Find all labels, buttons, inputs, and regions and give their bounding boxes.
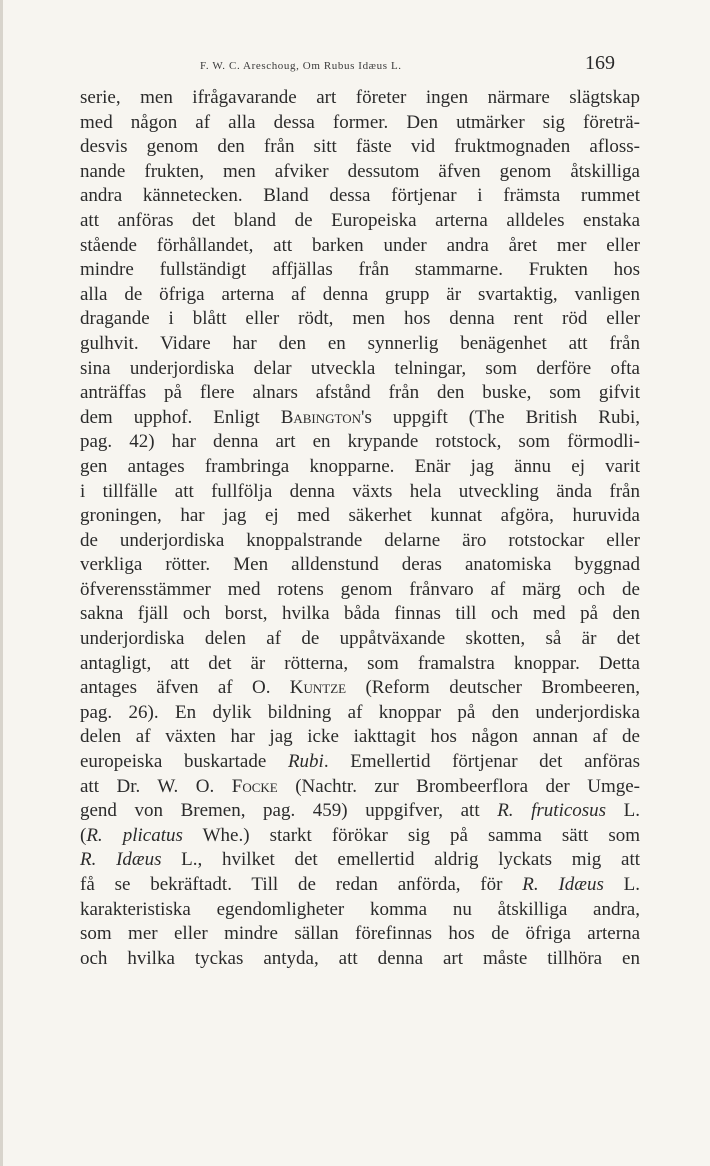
text-line: antages äfven af O. Kuntze (Reform deutscher Brombeeren, xyxy=(80,677,640,699)
text-line: europeiska buskartade Rubi. Emellertid förtjenar det anföras xyxy=(80,751,640,773)
taxon-name: R. Idæus xyxy=(522,874,604,895)
text-line: underjordiska delen af de uppåtväxande skotten, så är det xyxy=(80,628,640,650)
taxon-name: Rubi xyxy=(287,751,324,773)
text-line: groningen, har jag ej med säkerhet kunnat afgöra, huruvida xyxy=(80,505,640,527)
page-edge xyxy=(0,0,3,1166)
text-line: R. Idæus L., hvilket det emellertid aldrig lyckats mig att xyxy=(80,849,640,871)
text-line: antagligt, att det är rötterna, som framalstra knoppar. Detta xyxy=(80,652,640,674)
text-line: de underjordiska knoppalstrande delarne äro rotstockar eller xyxy=(80,529,640,551)
text-line: att Dr. W. O. Focke (Nachtr. zur Brombeerflora der Umge- xyxy=(80,775,641,797)
body-text xyxy=(80,86,640,971)
taxon-name: R. plicatus xyxy=(86,824,183,846)
author-name: Babington xyxy=(280,406,362,428)
text-line: och hvilka tyckas antyda, att denna art måste tillhöra en xyxy=(80,947,640,969)
text-line: karakteristiska egendomligheter komma nu åtskilliga andra, xyxy=(80,898,640,920)
author-name: Kuntze xyxy=(289,677,347,699)
text-line: sina underjordiska delar utveckla telningar, som derföre ofta xyxy=(80,357,640,379)
text-line: desvis genom den från sitt fäste vid fruktmognaden afloss- xyxy=(80,136,640,158)
taxon-name: R. fruticosus xyxy=(497,800,607,822)
running-header: F. W. C. Areschoug, Om Rubus Idæus L. xyxy=(200,60,402,72)
text-line: sakna fjäll och borst, hvilka båda finnas till och med på den xyxy=(80,603,640,625)
text-line: att anföras det bland de Europeiska arterna alldeles enstaka xyxy=(80,209,640,231)
text-line: verkliga rötter. Men alldenstund deras anatomiska byggnad xyxy=(80,554,640,576)
text-line: som mer eller mindre sällan förefinnas hos de öfriga arterna xyxy=(80,923,640,945)
text-line: delen af växten har jag icke iakttagit hos någon annan af de xyxy=(80,726,640,748)
text-line: pag. 42) har denna art en krypande rotstock, som förmodli- xyxy=(80,431,640,453)
text-line: anträffas på flere alnars afstånd från den buske, som gifvit xyxy=(80,382,640,404)
text-line: andra kännetecken. Bland dessa förtjenar i främsta rummet xyxy=(80,185,640,207)
text-line: dragande i blått eller rödt, men hos denna rent röd eller xyxy=(80,308,640,330)
text-line: alla de öfriga arterna af denna grupp är svartaktig, vanligen xyxy=(80,283,640,305)
text-line: serie, men ifrågavarande art företer ingen närmare slägtskap xyxy=(80,87,640,108)
text-line: nande frukten, men afviker dessutom äfven genom åtskilliga xyxy=(80,160,640,182)
text-line: gulhvit. Vidare har den en synnerlig benägenhet att från xyxy=(80,332,640,354)
text-line: dem upphof. Enligt Babington's uppgift (The British Rubi, xyxy=(80,406,640,428)
text-line: mindre fullständigt affjällas från stammarne. Frukten hos xyxy=(80,259,640,281)
text-line: gend von Bremen, pag. 459) uppgifver, att R. fruticosus L. xyxy=(80,800,641,822)
text-line: (R. plicatus Whe.) starkt förökar sig på samma sätt som xyxy=(80,824,640,846)
text-line: få se bekräftadt. Till de redan anförda, för R. Idæus L. xyxy=(80,874,641,895)
text-line: öfverensstämmer med rotens genom frånvaro af märg och de xyxy=(80,578,640,600)
page-number: 169 xyxy=(585,52,615,74)
author-name: Focke xyxy=(231,775,278,797)
text-line: pag. 26). En dylik bildning af knoppar på den underjordiska xyxy=(80,701,640,723)
text-line: i tillfälle att fullfölja denna växts hela utveckling ända från xyxy=(80,480,640,502)
text-line: stående förhållandet, att barken under andra året mer eller xyxy=(80,234,640,256)
taxon-name: R. Idæus xyxy=(80,849,162,871)
text-line: med någon af alla dessa former. Den utmärker sig företrä- xyxy=(80,111,640,133)
text-line: gen antages frambringa knopparne. Enär jag ännu ej varit xyxy=(80,455,640,477)
